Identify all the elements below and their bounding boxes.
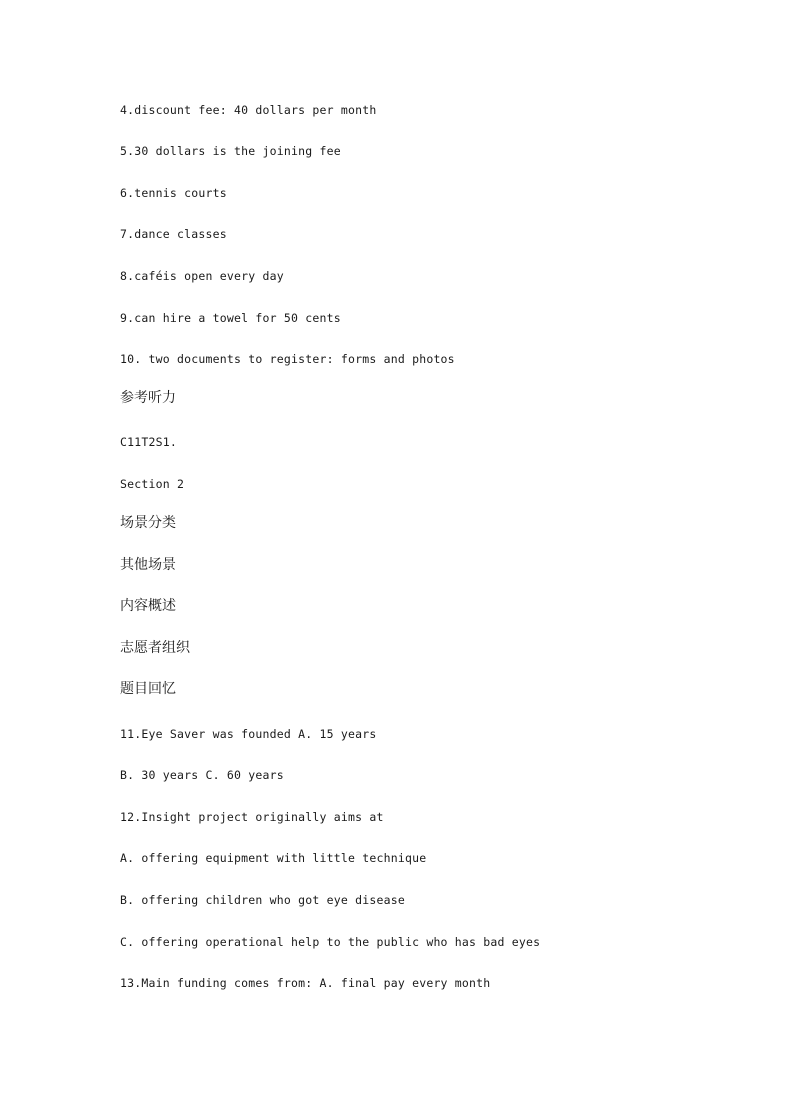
answer-line-9: 9.can hire a towel for 50 cents xyxy=(120,311,341,325)
question-12-option-c: C. offering operational help to the public who has bad eyes xyxy=(120,935,541,949)
answer-line-5: 5.30 dollars is the joining fee xyxy=(120,144,341,158)
heading-content-summary: 内容概述 xyxy=(120,598,176,614)
section-code: C11T2S1. xyxy=(120,435,177,449)
question-12-option-a: A. offering equipment with little technique xyxy=(120,851,427,865)
answer-line-6: 6.tennis courts xyxy=(120,186,227,200)
answer-line-8: 8.caféis open every day xyxy=(120,269,284,283)
question-11: 11.Eye Saver was founded A. 15 years xyxy=(120,727,377,741)
content-summary-value: 志愿者组织 xyxy=(120,640,190,656)
answer-line-7: 7.dance classes xyxy=(120,227,227,241)
heading-question-recall: 题目回忆 xyxy=(120,681,176,697)
heading-scene-category: 场景分类 xyxy=(120,515,176,531)
question-11-options: B. 30 years C. 60 years xyxy=(120,768,284,782)
section-title: Section 2 xyxy=(120,477,185,491)
question-13: 13.Main funding comes from: A. final pay every month xyxy=(120,976,491,990)
answer-line-10: 10. two documents to register: forms and photos xyxy=(120,352,455,366)
scene-category-value: 其他场景 xyxy=(120,557,176,573)
question-12-option-b: B. offering children who got eye disease xyxy=(120,893,405,907)
heading-reference-listening: 参考听力 xyxy=(120,390,176,406)
answer-line-4: 4.discount fee: 40 dollars per month xyxy=(120,103,377,117)
question-12: 12.Insight project originally aims at xyxy=(120,810,384,824)
